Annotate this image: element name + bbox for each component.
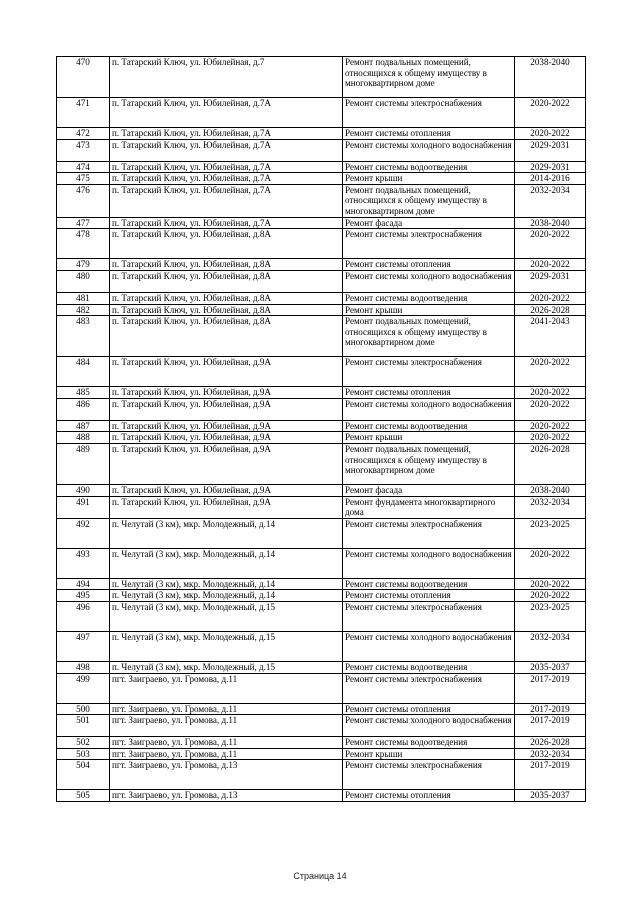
period-cell: 2029-2031 [515, 139, 586, 161]
table-row [57, 270, 586, 292]
work-type-cell: Ремонт системы отопления [343, 128, 515, 140]
table-row [57, 715, 586, 737]
work-type-cell: Ремонт системы холодного водоснабжения [343, 139, 515, 161]
table-row [57, 139, 586, 161]
address-cell: пгт. Заиграево, ул. Громова, д.13 [110, 760, 343, 790]
row-number: 492 [57, 518, 110, 548]
table-row [57, 398, 586, 420]
work-type-cell: Ремонт подвальных помещений, относящихся к общему имуществу в многоквартирном доме [343, 443, 515, 484]
row-number: 502 [57, 737, 110, 749]
work-type-cell: Ремонт системы водоотведения [343, 737, 515, 749]
period-cell: 2020-2022 [515, 432, 586, 444]
table-row [57, 387, 586, 399]
period-cell: 2035-2037 [515, 661, 586, 673]
row-number: 488 [57, 432, 110, 444]
work-type-cell: Ремонт системы холодного водоснабжения [343, 398, 515, 420]
period-cell: 2020-2022 [515, 357, 586, 387]
table-row [57, 259, 586, 271]
period-cell: 2032-2034 [515, 631, 586, 661]
address-cell: п. Челутай (3 км), мкр. Молодежный, д.15 [110, 631, 343, 661]
row-number: 470 [57, 57, 110, 98]
table-row [57, 432, 586, 444]
row-number: 490 [57, 484, 110, 496]
period-cell: 2017-2019 [515, 673, 586, 703]
period-cell: 2029-2031 [515, 161, 586, 173]
period-cell: 2023-2025 [515, 518, 586, 548]
work-type-cell: Ремонт системы водоотведения [343, 161, 515, 173]
work-type-cell: Ремонт крыши [343, 304, 515, 316]
work-type-cell: Ремонт фасада [343, 484, 515, 496]
table-row [57, 601, 586, 631]
period-cell: 2017-2019 [515, 703, 586, 715]
work-type-cell: Ремонт крыши [343, 432, 515, 444]
table-row [57, 737, 586, 749]
row-number: 496 [57, 601, 110, 631]
work-type-cell: Ремонт системы отопления [343, 790, 515, 802]
row-number: 494 [57, 578, 110, 590]
row-number: 474 [57, 161, 110, 173]
address-cell: п. Татарский Ключ, ул. Юбилейная, д.7А [110, 161, 343, 173]
row-number: 478 [57, 229, 110, 259]
work-type-cell: Ремонт системы отопления [343, 259, 515, 271]
row-number: 484 [57, 357, 110, 387]
table-row [57, 760, 586, 790]
work-type-cell: Ремонт системы холодного водоснабжения [343, 270, 515, 292]
table-row [57, 420, 586, 432]
period-cell: 2020-2022 [515, 128, 586, 140]
period-cell: 2023-2025 [515, 601, 586, 631]
period-cell: 2026-2028 [515, 443, 586, 484]
row-number: 487 [57, 420, 110, 432]
work-type-cell: Ремонт фундамента многоквартирного дома [343, 496, 515, 518]
period-cell: 2020-2022 [515, 398, 586, 420]
table-row [57, 57, 586, 98]
table-row [57, 496, 586, 518]
row-number: 493 [57, 548, 110, 578]
work-type-cell: Ремонт системы электроснабжения [343, 601, 515, 631]
period-cell: 2032-2034 [515, 748, 586, 760]
table-row [57, 703, 586, 715]
work-type-cell: Ремонт системы электроснабжения [343, 357, 515, 387]
table-row [57, 673, 586, 703]
address-cell: пгт. Заиграево, ул. Громова, д.11 [110, 673, 343, 703]
address-cell: п. Татарский Ключ, ул. Юбилейная, д.9А [110, 420, 343, 432]
work-type-cell: Ремонт системы холодного водоснабжения [343, 631, 515, 661]
period-cell: 2035-2037 [515, 790, 586, 802]
address-cell: пгт. Заиграево, ул. Громова, д.11 [110, 748, 343, 760]
address-cell: п. Татарский Ключ, ул. Юбилейная, д.7А [110, 173, 343, 185]
row-number: 500 [57, 703, 110, 715]
period-cell: 2029-2031 [515, 270, 586, 292]
work-type-cell: Ремонт крыши [343, 173, 515, 185]
table-row [57, 229, 586, 259]
row-number: 491 [57, 496, 110, 518]
period-cell: 2038-2040 [515, 57, 586, 98]
row-number: 505 [57, 790, 110, 802]
row-number: 485 [57, 387, 110, 399]
row-number: 498 [57, 661, 110, 673]
page-number: Страница 14 [293, 871, 347, 881]
row-number: 489 [57, 443, 110, 484]
row-number: 471 [57, 98, 110, 128]
period-cell: 2032-2034 [515, 496, 586, 518]
table-row [57, 217, 586, 229]
address-cell: п. Челутай (3 км), мкр. Молодежный, д.14 [110, 578, 343, 590]
period-cell: 2020-2022 [515, 387, 586, 399]
work-type-cell: Ремонт системы водоотведения [343, 578, 515, 590]
table-row [57, 292, 586, 304]
table-row [57, 548, 586, 578]
row-number: 503 [57, 748, 110, 760]
row-number: 476 [57, 184, 110, 217]
address-cell: п. Челутай (3 км), мкр. Молодежный, д.15 [110, 601, 343, 631]
address-cell: п. Татарский Ключ, ул. Юбилейная, д.8А [110, 270, 343, 292]
table-row [57, 443, 586, 484]
address-cell: п. Татарский Ключ, ул. Юбилейная, д.7А [110, 98, 343, 128]
table-row [57, 128, 586, 140]
row-number: 501 [57, 715, 110, 737]
work-type-cell: Ремонт системы водоотведения [343, 661, 515, 673]
period-cell: 2017-2019 [515, 715, 586, 737]
work-type-cell: Ремонт крыши [343, 748, 515, 760]
work-type-cell: Ремонт системы электроснабжения [343, 98, 515, 128]
address-cell: п. Татарский Ключ, ул. Юбилейная, д.8А [110, 259, 343, 271]
work-type-cell: Ремонт системы водоотведения [343, 292, 515, 304]
address-cell: п. Татарский Ключ, ул. Юбилейная, д.9А [110, 443, 343, 484]
address-cell: п. Татарский Ключ, ул. Юбилейная, д.9А [110, 357, 343, 387]
work-type-cell: Ремонт системы электроснабжения [343, 673, 515, 703]
table-row [57, 578, 586, 590]
address-cell: п. Челутай (3 км), мкр. Молодежный, д.14 [110, 590, 343, 602]
work-type-cell: Ремонт системы отопления [343, 590, 515, 602]
period-cell: 2020-2022 [515, 578, 586, 590]
address-cell: п. Татарский Ключ, ул. Юбилейная, д.7А [110, 139, 343, 161]
period-cell: 2038-2040 [515, 217, 586, 229]
address-cell: п. Татарский Ключ, ул. Юбилейная, д.8А [110, 304, 343, 316]
address-cell: пгт. Заиграево, ул. Громова, д.11 [110, 715, 343, 737]
work-type-cell: Ремонт фасада [343, 217, 515, 229]
period-cell: 2026-2028 [515, 304, 586, 316]
table-row [57, 661, 586, 673]
work-type-cell: Ремонт системы водоотведения [343, 420, 515, 432]
row-number: 479 [57, 259, 110, 271]
period-cell: 2020-2022 [515, 259, 586, 271]
period-cell: 2026-2028 [515, 737, 586, 749]
address-cell: п. Челутай (3 км), мкр. Молодежный, д.14 [110, 548, 343, 578]
period-cell: 2017-2019 [515, 760, 586, 790]
address-cell: п. Татарский Ключ, ул. Юбилейная, д.7А [110, 184, 343, 217]
table-row [57, 518, 586, 548]
table-row [57, 590, 586, 602]
table-row [57, 631, 586, 661]
row-number: 472 [57, 128, 110, 140]
address-cell: п. Татарский Ключ, ул. Юбилейная, д.9А [110, 398, 343, 420]
address-cell: п. Татарский Ключ, ул. Юбилейная, д.9А [110, 496, 343, 518]
work-type-cell: Ремонт системы электроснабжения [343, 760, 515, 790]
row-number: 483 [57, 316, 110, 357]
table-row [57, 357, 586, 387]
address-cell: п. Татарский Ключ, ул. Юбилейная, д.9А [110, 484, 343, 496]
address-cell: п. Челутай (3 км), мкр. Молодежный, д.15 [110, 661, 343, 673]
table-row [57, 98, 586, 128]
period-cell: 2020-2022 [515, 548, 586, 578]
work-type-cell: Ремонт подвальных помещений, относящихся к общему имуществу в многоквартирном доме [343, 316, 515, 357]
period-cell: 2038-2040 [515, 484, 586, 496]
work-type-cell: Ремонт системы холодного водоснабжения [343, 548, 515, 578]
address-cell: п. Татарский Ключ, ул. Юбилейная, д.8А [110, 316, 343, 357]
row-number: 473 [57, 139, 110, 161]
period-cell: 2014-2016 [515, 173, 586, 185]
table-row [57, 484, 586, 496]
row-number: 504 [57, 760, 110, 790]
table-row [57, 316, 586, 357]
table-row [57, 304, 586, 316]
row-number: 475 [57, 173, 110, 185]
row-number: 481 [57, 292, 110, 304]
work-type-cell: Ремонт системы отопления [343, 703, 515, 715]
address-cell: п. Татарский Ключ, ул. Юбилейная, д.9А [110, 432, 343, 444]
address-cell: пгт. Заиграево, ул. Громова, д.11 [110, 737, 343, 749]
row-number: 482 [57, 304, 110, 316]
work-type-cell: Ремонт подвальных помещений, относящихся к общему имуществу в многоквартирном доме [343, 57, 515, 98]
address-cell: п. Татарский Ключ, ул. Юбилейная, д.8А [110, 292, 343, 304]
period-cell: 2020-2022 [515, 590, 586, 602]
work-type-cell: Ремонт системы холодного водоснабжения [343, 715, 515, 737]
row-number: 477 [57, 217, 110, 229]
period-cell: 2041-2043 [515, 316, 586, 357]
address-cell: п. Татарский Ключ, ул. Юбилейная, д.7А [110, 217, 343, 229]
address-cell: п. Татарский Ключ, ул. Юбилейная, д.8А [110, 229, 343, 259]
row-number: 499 [57, 673, 110, 703]
period-cell: 2020-2022 [515, 98, 586, 128]
address-cell: п. Татарский Ключ, ул. Юбилейная, д.9А [110, 387, 343, 399]
row-number: 495 [57, 590, 110, 602]
row-number: 480 [57, 270, 110, 292]
work-type-cell: Ремонт системы электроснабжения [343, 518, 515, 548]
works-table-body [57, 57, 586, 802]
work-type-cell: Ремонт подвальных помещений, относящихся к общему имуществу в многоквартирном доме [343, 184, 515, 217]
address-cell: п. Татарский Ключ, ул. Юбилейная, д.7 [110, 57, 343, 98]
period-cell: 2032-2034 [515, 184, 586, 217]
address-cell: пгт. Заиграево, ул. Громова, д.13 [110, 790, 343, 802]
address-cell: п. Татарский Ключ, ул. Юбилейная, д.7А [110, 128, 343, 140]
period-cell: 2020-2022 [515, 229, 586, 259]
table-row [57, 173, 586, 185]
works-table [56, 56, 586, 802]
work-type-cell: Ремонт системы электроснабжения [343, 229, 515, 259]
table-row [57, 748, 586, 760]
address-cell: п. Челутай (3 км), мкр. Молодежный, д.14 [110, 518, 343, 548]
work-type-cell: Ремонт системы отопления [343, 387, 515, 399]
period-cell: 2020-2022 [515, 292, 586, 304]
row-number: 486 [57, 398, 110, 420]
row-number: 497 [57, 631, 110, 661]
table-row [57, 161, 586, 173]
period-cell: 2020-2022 [515, 420, 586, 432]
table-row [57, 184, 586, 217]
address-cell: пгт. Заиграево, ул. Громова, д.11 [110, 703, 343, 715]
table-row [57, 790, 586, 802]
